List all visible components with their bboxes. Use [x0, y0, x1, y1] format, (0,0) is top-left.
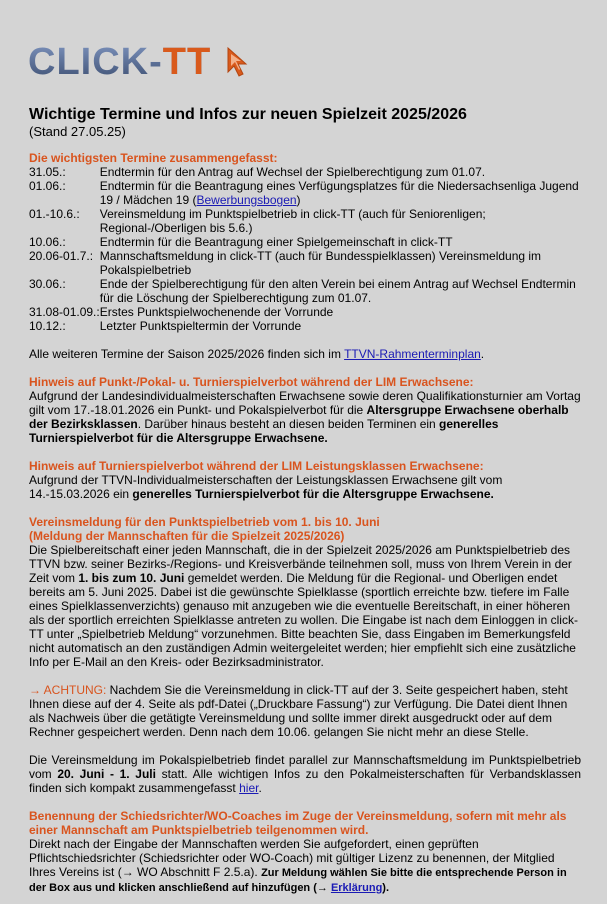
termine-date: 20.06-01.7.:	[29, 249, 94, 263]
logo-text: CLICK-TT	[28, 41, 212, 83]
pokal-hier-link[interactable]: hier	[239, 781, 259, 795]
termine-row	[29, 319, 581, 333]
schiedsrichter-text: Direkt nach der Eingabe der Mannschaften werden Sie aufgefordert, einen geprüften Pflichtschiedsrichter (Schiedsrichter oder WO-Coach) mit gültiger Lizenz zu benennen, der Mitglied Ihres Vereins ist (→ WO Abschnitt F 2.5.a). Zur Meldung wählen Sie bitte die entsprechende Person in der Box aus und klicken anschließend auf hinzufügen (→ Erklärung).	[29, 837, 567, 894]
termine-section	[29, 151, 581, 333]
achtung-label: → ACHTUNG:	[29, 683, 107, 697]
bewerbungsbogen-link[interactable]: Bewerbungsbogen	[196, 193, 297, 207]
termine-row	[29, 207, 581, 235]
termine-row	[29, 165, 581, 179]
termine-text: Erstes Punktspielwochenende der Vorrunde	[99, 305, 334, 319]
vereinsmeldung-section	[29, 515, 581, 669]
termine-date: 31.08-01.09.:	[29, 305, 100, 319]
erklaerung-link[interactable]: Erklärung	[330, 882, 383, 894]
vereinsmeldung-subheading: (Meldung der Mannschaften für die Spielzeit 2025/2026)	[29, 529, 345, 543]
termine-row	[29, 277, 581, 305]
lim-lk-text: Aufgrund der TTVN-Individualmeisterschaften der Leistungsklassen Erwachsene gilt vom 14.-15.03.2026 ein generelles Turnierspielverbot für die Altersgruppe Erwachsene.	[29, 473, 503, 501]
termine-table	[29, 165, 581, 333]
termine-row	[29, 249, 581, 277]
achtung-notice: → ACHTUNG: Nachdem Sie die Vereinsmeldung in click-TT auf der 3. Seite gespeichert haben, steht Ihnen diese auf der 4. Seite als pdf-Datei („Druckbare Fassung“) zur Verfügung. Die Datei dient Ihnen als Nachweis über die getätigte Vereinsmeldung und sollte immer direkt ausgedruckt oder auf dem Rechner gespeichert werden. Denn nach dem 10.06. gelangen Sie nicht mehr an diese Stelle.	[29, 683, 568, 739]
cursor-icon	[226, 46, 248, 78]
stand-date: (Stand 27.05.25)	[29, 124, 126, 139]
termine-text: Mannschaftsmeldung in click-TT (auch für Bundesspielklassen) Vereinsmeldung im Pokalspielbetrieb	[99, 249, 542, 277]
termine-row	[29, 179, 581, 207]
click-tt-logo	[28, 42, 228, 82]
termine-date: 31.05.:	[29, 165, 66, 179]
rahmenterminplan-link[interactable]: TTVN-Rahmenterminplan	[344, 347, 481, 361]
termine-row	[29, 235, 581, 249]
termine-date: 10.12.:	[29, 319, 66, 333]
lim-erwachsene-heading: Hinweis auf Punkt-/Pokal- u. Turnierspielverbot während der LIM Erwachsene:	[29, 375, 474, 389]
vereinsmeldung-text: Die Spielbereitschaft einer jeden Mannschaft, die in der Spielzeit 2025/2026 am Punktspielbetrieb des TTVN bzw. seiner Bezirks-/Regions- und Kreisverbände teilnehmen soll, muss von Ihrem Verein in der Zeit vom 1. bis zum 10. Juni gemeldet werden. Die Meldung für die Regional- und Oberligen endet bereits am 5. Juni 2025. Dabei ist die gewünschte Spielklasse (sportlich erreichte bzw. tiefere im Falle eines Spielklassenverzichts) genauso mit anzugeben wie die eventuelle Bereitschaft, in einer höheren als der sportlich erreichten Spielklasse antreten zu wollen. Die Eingabe ist nach dem Einloggen in click-TT unter „Spielbetrieb Meldung“ vorzunehmen. Bitte beachten Sie, dass Eingaben im Bemerkungsfeld nicht automatisch an den zuständigen Admin weitergeleitet werden; hier empfiehlt sich eine zusätzliche Info per E-Mail an den Kreis- oder Bezirksadministrator.	[29, 543, 578, 669]
vereinsmeldung-heading: Vereinsmeldung für den Punktspielbetrieb vom 1. bis 10. Juni	[29, 515, 380, 529]
lim-erwachsene-section	[29, 375, 581, 445]
schiedsrichter-section	[29, 809, 581, 895]
termine-date: 01.-10.6.:	[29, 207, 80, 221]
lim-lk-section	[29, 459, 581, 501]
page-title: Wichtige Termine und Infos zur neuen Spielzeit 2025/2026	[29, 106, 467, 123]
termine-row	[29, 305, 581, 319]
termine-date: 01.06.:	[29, 179, 66, 193]
termine-text: Ende der Spielberechtigung für den alten Verein bei einem Antrag auf Wechsel Endtermin für die Löschung der Spielberechtigung zum 01.07.	[99, 277, 576, 305]
weitere-termine: Alle weiteren Termine der Saison 2025/2026 finden sich im TTVN-Rahmenterminplan.	[29, 347, 485, 361]
termine-text: Letzter Punktspieltermin der Vorrunde	[99, 319, 302, 333]
termine-text: Endtermin für den Antrag auf Wechsel der Spielberechtigung zum 01.07.	[99, 165, 486, 179]
termine-text: Vereinsmeldung im Punktspielbetrieb in click-TT (auch für Seniorenligen; Regional-/Oberligen bis 5.6.)	[99, 207, 486, 235]
termine-text: Endtermin für die Beantragung einer Spielgemeinschaft in click-TT	[99, 235, 453, 249]
termine-text: Endtermin für die Beantragung eines Verfügungsplatzes für die Niedersachsenliga Jugend 19 / Mädchen 19 (Bewerbungsbogen)	[99, 179, 579, 207]
main-content	[29, 106, 581, 895]
termine-heading: Die wichtigsten Termine zusammengefasst:	[29, 151, 278, 165]
schiedsrichter-heading: Benennung der Schiedsrichter/WO-Coaches im Zuge der Vereinsmeldung, sofern mit mehr als einer Mannschaft am Punktspielbetrieb teilgenommen wird.	[29, 809, 567, 837]
termine-date: 30.06.:	[29, 277, 66, 291]
lim-erwachsene-text: Aufgrund der Landesindividualmeisterschaften Erwachsene sowie deren Qualifikationsturnier am Vortag gilt vom 17.-18.01.2026 ein Punkt- und Pokalspielverbot für die Altersgruppe Erwachsene oberhalb der Bezirksklassen. Darüber hinaus besteht an diesen beiden Terminen ein generelles Turnierspielverbot für die Altersgruppe Erwachsene.	[29, 389, 581, 445]
lim-lk-heading: Hinweis auf Turnierspielverbot während der LIM Leistungsklassen Erwachsene:	[29, 459, 484, 473]
pokal-text: Die Vereinsmeldung im Pokalspielbetrieb findet parallel zur Mannschaftsmeldung im Punktspielbetrieb vom 20. Juni - 1. Juli statt. Alle wichtigen Infos zu den Pokalmeisterschaften für Verbandsklassen finden sich kompakt zusammengefasst hier.	[29, 753, 581, 795]
termine-date: 10.06.:	[29, 235, 66, 249]
